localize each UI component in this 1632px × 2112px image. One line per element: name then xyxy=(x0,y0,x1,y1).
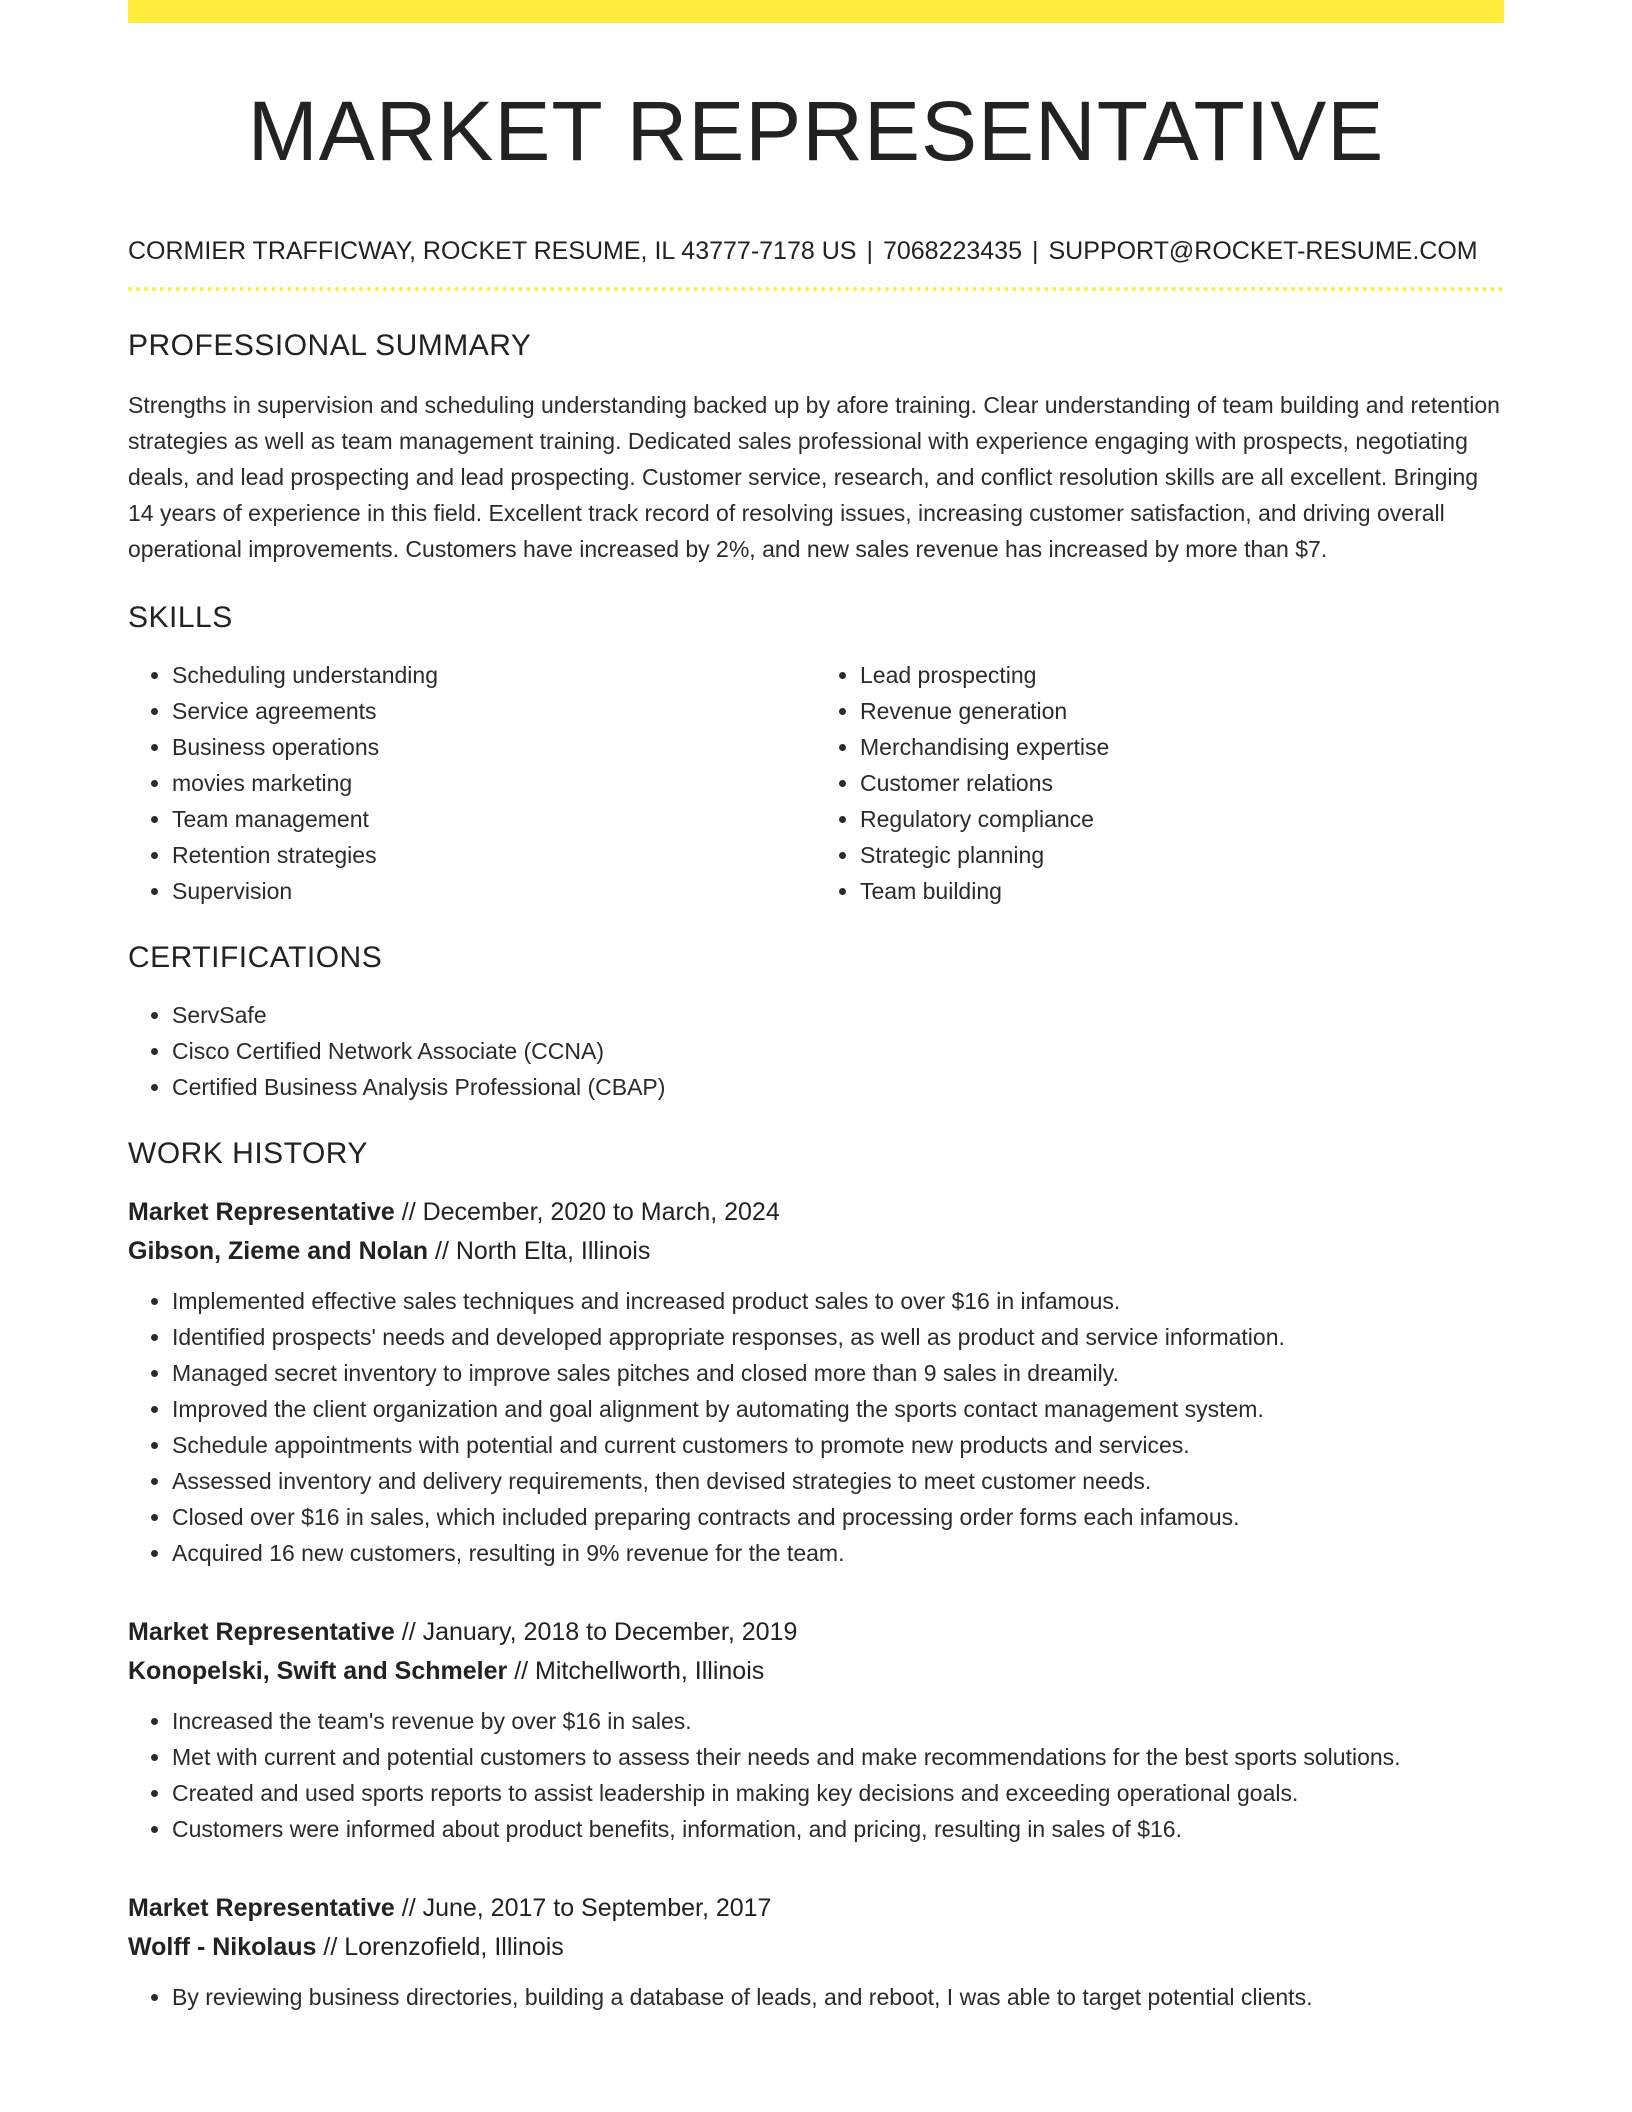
job-location: // North Elta, Illinois xyxy=(428,1237,651,1265)
contact-separator: | xyxy=(1032,237,1039,265)
top-accent-bar xyxy=(128,0,1504,23)
job-title-line xyxy=(128,1193,1504,1232)
dotted-divider xyxy=(128,287,1504,291)
skill-item: • Business operations xyxy=(172,729,816,765)
job-bullet: • Assessed inventory and delivery requirements, then devised strategies to meet customer needs. xyxy=(172,1463,1504,1499)
resume-page xyxy=(128,0,1504,2015)
job-entry xyxy=(128,1889,1504,2015)
skill-item: • Strategic planning xyxy=(860,837,1504,873)
contact-address: CORMIER TRAFFICWAY, ROCKET RESUME, IL 43777-7178 US xyxy=(128,237,857,265)
job-entry xyxy=(128,1193,1504,1571)
skill-item: • Customer relations xyxy=(860,765,1504,801)
summary-text: Strengths in supervision and scheduling understanding backed up by afore training. Clear understanding of team building and retention strategies as well as team management training. Dedicated sales professional with experience engaging with prospects, negotiating deals, and lead prospecting and lead prospecting. Customer service, research, and conflict resolution skills are all excellent. Bringing 14 years of experience in this field. Excellent track record of resolving issues, increasing customer satisfaction, and driving overall operational improvements. Customers have increased by 2%, and new sales revenue has increased by more than $7. xyxy=(128,392,1500,562)
job-company-line xyxy=(128,1652,1504,1691)
job-dates: // June, 2017 to September, 2017 xyxy=(394,1894,772,1922)
job-bullet: • Customers were informed about product benefits, information, and pricing, resulting in sales of $16. xyxy=(172,1811,1504,1847)
certification-item: • Cisco Certified Network Associate (CCNA) xyxy=(172,1033,1504,1069)
resume-name: MARKET REPRESENTATIVE xyxy=(247,84,1385,178)
job-company-line xyxy=(128,1232,1504,1271)
certification-item: • ServSafe xyxy=(172,997,1504,1033)
job-dates: // January, 2018 to December, 2019 xyxy=(394,1618,798,1646)
skill-item: • Lead prospecting xyxy=(860,657,1504,693)
job-role: Market Representative xyxy=(128,1894,395,1922)
job-bullet: • Implemented effective sales techniques and increased product sales to over $16 in infamous. xyxy=(172,1283,1504,1319)
skill-item: • Service agreements xyxy=(172,693,816,729)
job-bullet: • Identified prospects' needs and developed appropriate responses, as well as product and service information. xyxy=(172,1319,1504,1355)
job-dates: // December, 2020 to March, 2024 xyxy=(394,1198,780,1226)
job-bullet: • Schedule appointments with potential and current customers to promote new products and services. xyxy=(172,1427,1504,1463)
job-role: Market Representative xyxy=(128,1618,395,1646)
contact-email: SUPPORT@ROCKET-RESUME.COM xyxy=(1048,237,1478,265)
job-location: // Lorenzofield, Illinois xyxy=(316,1933,564,1961)
contact-separator: | xyxy=(866,237,873,265)
job-company: Gibson, Zieme and Nolan xyxy=(128,1237,429,1265)
contact-line xyxy=(128,233,1504,269)
skills-columns xyxy=(128,657,1504,909)
section-title-skills: SKILLS xyxy=(128,601,233,634)
job-bullet: • Managed secret inventory to improve sales pitches and closed more than 9 sales in dreamily. xyxy=(172,1355,1504,1391)
skill-item: • Regulatory compliance xyxy=(860,801,1504,837)
job-title-line xyxy=(128,1889,1504,1928)
contact-phone: 7068223435 xyxy=(882,237,1022,265)
job-role: Market Representative xyxy=(128,1198,395,1226)
job-bullet: • Met with current and potential customers to assess their needs and make recommendations for the best sports solutions. xyxy=(172,1739,1504,1775)
job-company: Konopelski, Swift and Schmeler xyxy=(128,1657,508,1685)
section-title-certifications: CERTIFICATIONS xyxy=(128,941,383,974)
skill-item: • Team building xyxy=(860,873,1504,909)
skill-item: • movies marketing xyxy=(172,765,816,801)
skill-item: • Team management xyxy=(172,801,816,837)
job-company-line xyxy=(128,1928,1504,1967)
skills-list-right xyxy=(816,657,1504,909)
job-bullet: • Created and used sports reports to assist leadership in making key decisions and exceeding operational goals. xyxy=(172,1775,1504,1811)
certification-item: • Certified Business Analysis Professional (CBAP) xyxy=(172,1069,1504,1105)
job-bullets xyxy=(128,1283,1504,1571)
skills-list-left xyxy=(128,657,816,909)
job-bullet: • Increased the team's revenue by over $16 in sales. xyxy=(172,1703,1504,1739)
job-bullet: • By reviewing business directories, building a database of leads, and reboot, I was able to target potential clients. xyxy=(172,1979,1504,2015)
skill-item: • Merchandising expertise xyxy=(860,729,1504,765)
skill-item: • Supervision xyxy=(172,873,816,909)
job-bullet: • Improved the client organization and goal alignment by automating the sports contact management system. xyxy=(172,1391,1504,1427)
job-bullets xyxy=(128,1703,1504,1847)
job-title-line xyxy=(128,1613,1504,1652)
job-bullets xyxy=(128,1979,1504,2015)
job-company: Wolff - Nikolaus xyxy=(128,1933,317,1961)
skill-item: • Scheduling understanding xyxy=(172,657,816,693)
skill-item: • Revenue generation xyxy=(860,693,1504,729)
skill-item: • Retention strategies xyxy=(172,837,816,873)
job-bullet: • Closed over $16 in sales, which included preparing contracts and processing order forms each infamous. xyxy=(172,1499,1504,1535)
job-bullet: • Acquired 16 new customers, resulting in 9% revenue for the team. xyxy=(172,1535,1504,1571)
section-title-summary: PROFESSIONAL SUMMARY xyxy=(128,329,532,362)
job-entry xyxy=(128,1613,1504,1847)
job-location: // Mitchellworth, Illinois xyxy=(507,1657,765,1685)
section-title-work-history: WORK HISTORY xyxy=(128,1137,368,1170)
certifications-list xyxy=(128,997,1504,1105)
